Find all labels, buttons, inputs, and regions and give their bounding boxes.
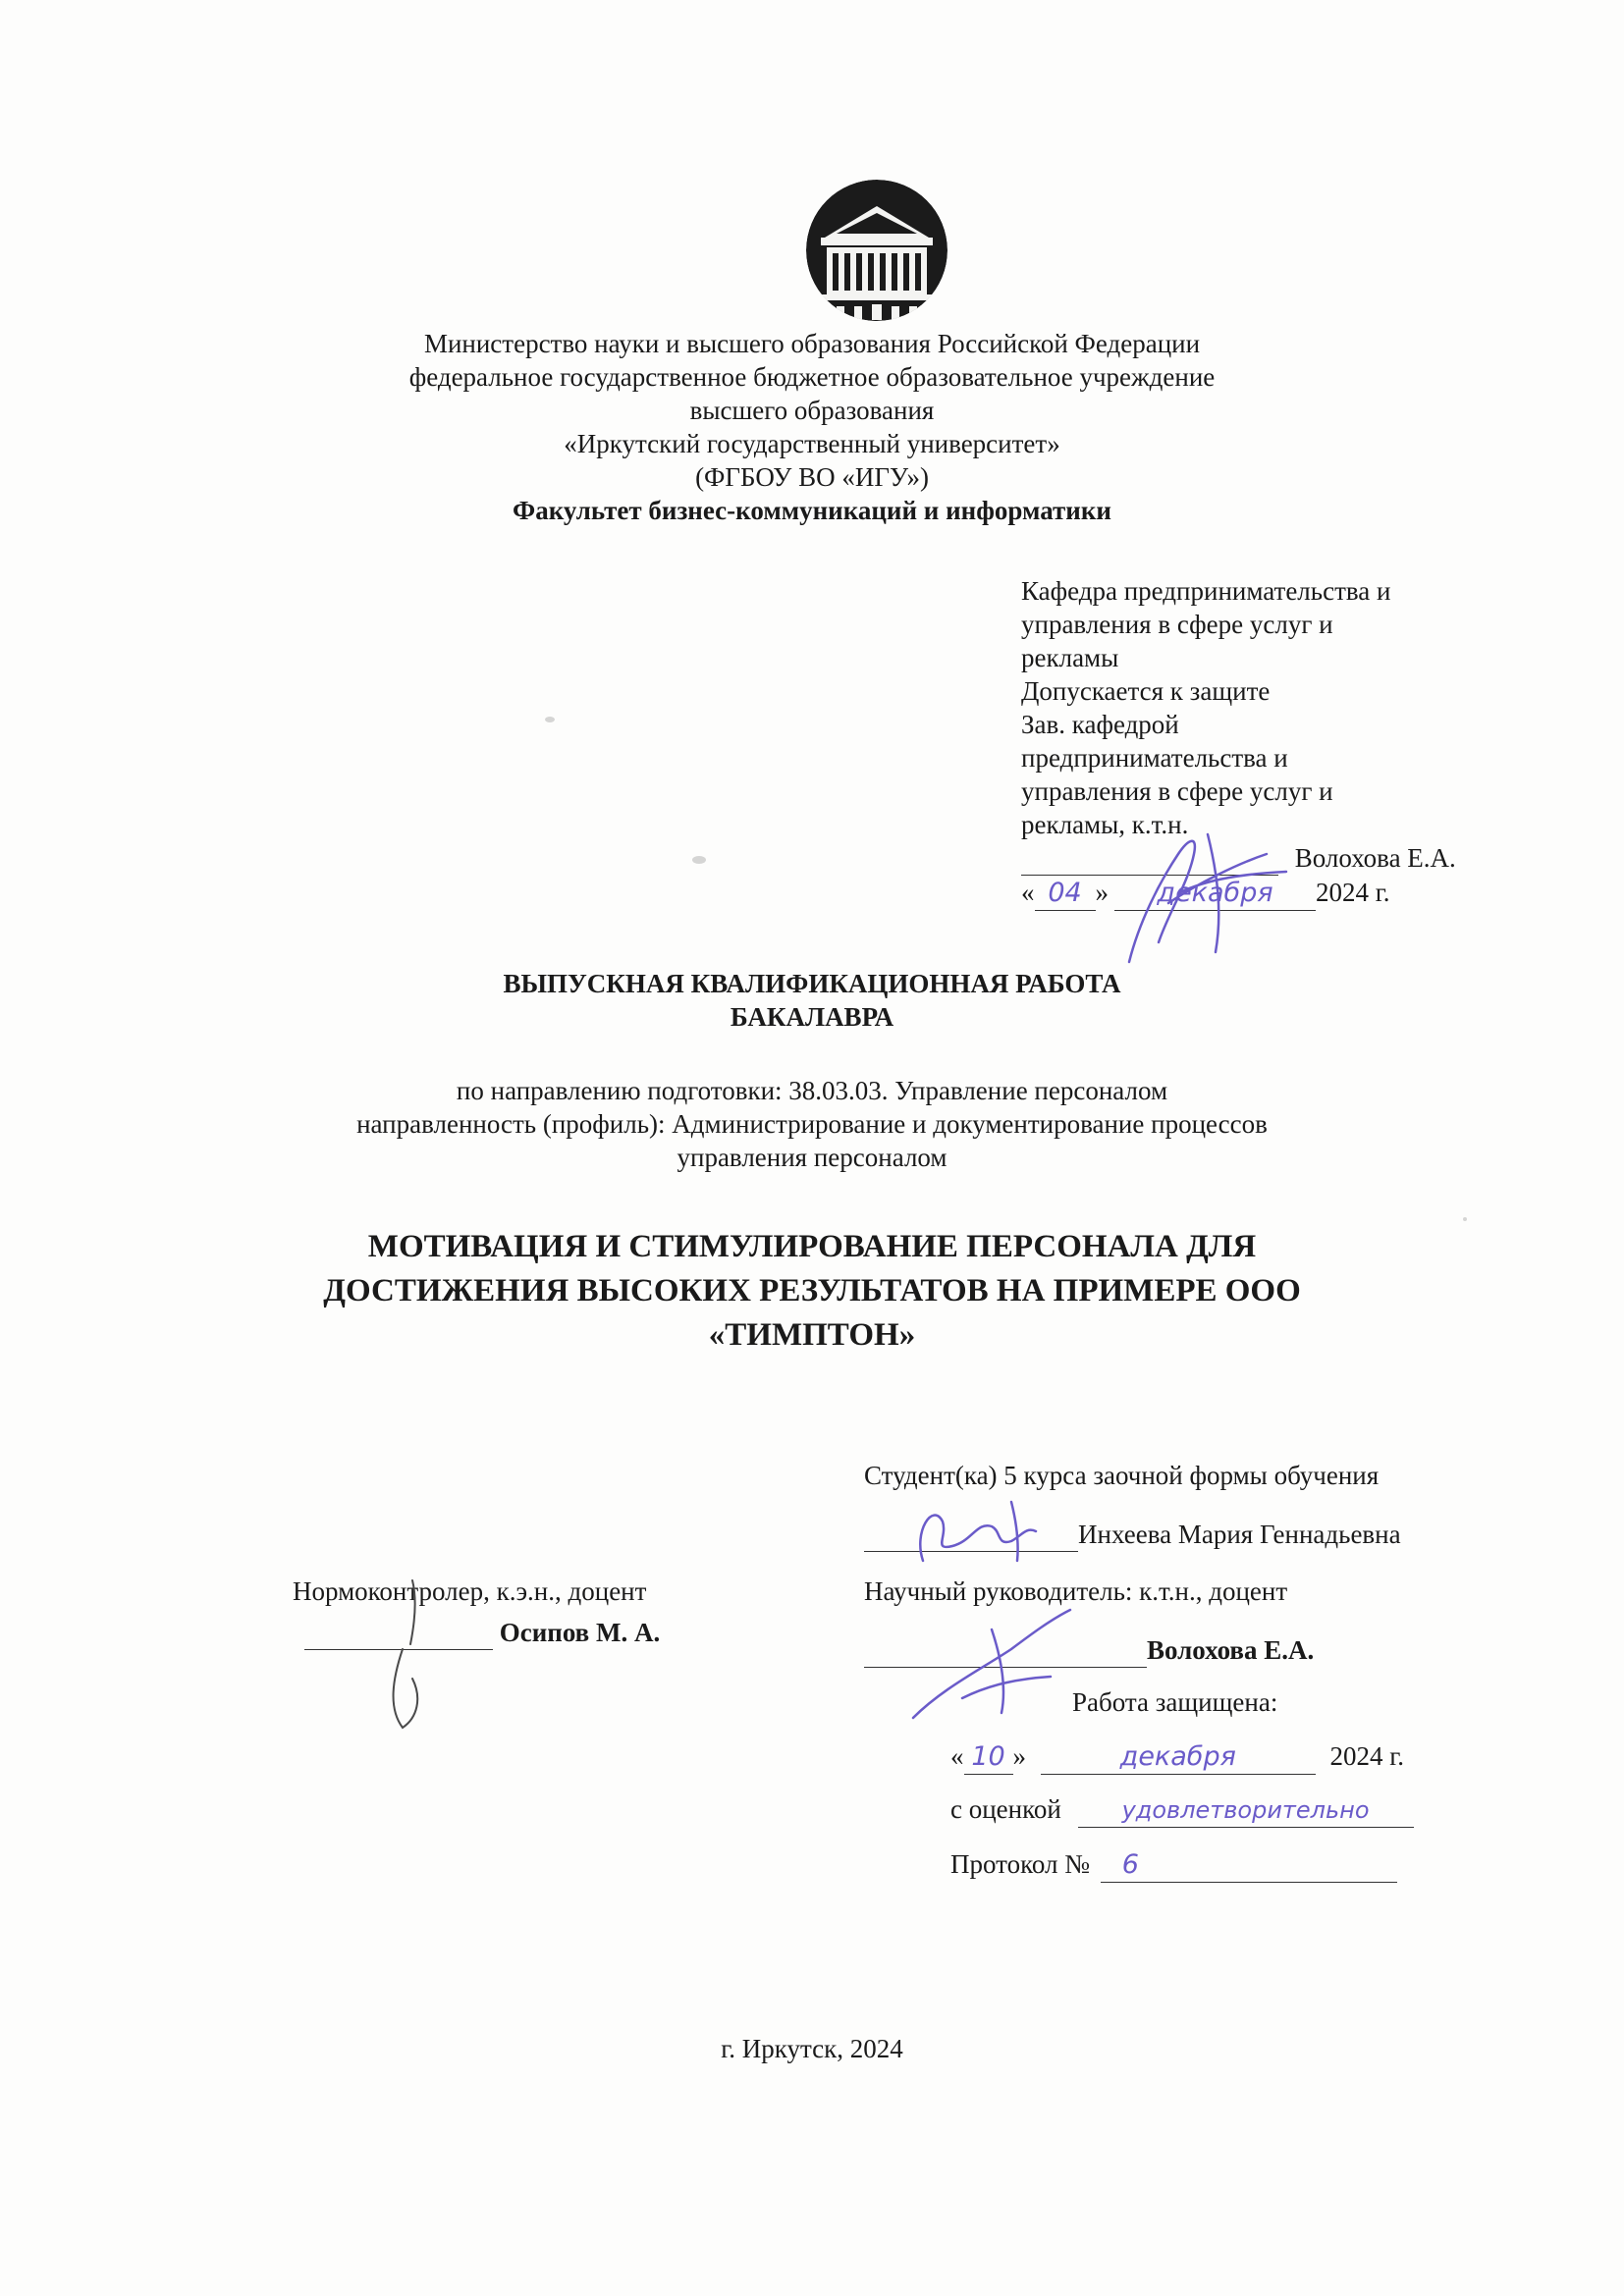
approval-month: декабря	[1157, 878, 1273, 908]
faculty-name: Факультет бизнес-коммуникаций и информатики	[513, 496, 1111, 525]
approval-month-blank	[1114, 876, 1316, 911]
student-name: Инхеева Мария Геннадьевна	[1078, 1520, 1401, 1549]
direction-line-3: управления персоналом	[677, 1143, 947, 1172]
approval-quote-close: »	[1095, 878, 1109, 907]
work-type-block	[0, 967, 1624, 1034]
approval-day: 04	[1048, 878, 1082, 908]
grade-row	[950, 1792, 1414, 1828]
head-line-4: рекламы, к.т.н.	[1021, 810, 1189, 839]
defense-month: декабря	[1119, 1741, 1236, 1772]
head-signature-blank	[1021, 841, 1278, 876]
supervisor-name: Волохова Е.А.	[1147, 1635, 1315, 1665]
scan-speck	[1463, 1217, 1467, 1221]
protocol-label: Протокол №	[950, 1849, 1090, 1879]
defense-date-row	[950, 1739, 1404, 1775]
department-line-3: рекламы	[1021, 643, 1119, 672]
defense-day-blank	[964, 1739, 1013, 1775]
protocol-number: 6	[1121, 1849, 1139, 1880]
defense-year: 2024 г.	[1329, 1741, 1405, 1771]
department-line-1: Кафедра предпринимательства и	[1021, 576, 1391, 606]
head-name: Волохова Е.А.	[1294, 843, 1456, 873]
direction-line-2: направленность (профиль): Администрирование и документирование процессов	[356, 1109, 1268, 1139]
head-line-1: Зав. кафедрой	[1021, 710, 1179, 739]
grade-label: с оценкой	[950, 1794, 1061, 1824]
head-line-3: управления в сфере услуг и	[1021, 776, 1333, 806]
work-type-line-1: ВЫПУСКНАЯ КВАЛИФИКАЦИОННАЯ РАБОТА	[503, 969, 1121, 998]
approval-quote-open: «	[1021, 878, 1035, 907]
normcontrol-name: Осипов М. А.	[499, 1618, 661, 1647]
protocol-row	[950, 1847, 1397, 1883]
approval-date-row	[1021, 876, 1532, 911]
defense-quote-close: »	[1012, 1741, 1026, 1771]
footer-block	[0, 2032, 1624, 2065]
direction-line-1: по направлению подготовки: 38.03.03. Управление персоналом	[456, 1076, 1168, 1105]
protocol-blank	[1101, 1847, 1397, 1883]
work-type-line-2: БАКАЛАВРА	[730, 1002, 894, 1032]
approval-year: 2024 г.	[1316, 878, 1390, 907]
supervisor-signature-blank	[864, 1633, 1147, 1668]
university-abbr: (ФГБОУ ВО «ИГУ»)	[695, 462, 929, 492]
normcontrol-signature-blank	[304, 1616, 493, 1650]
thesis-title-block	[0, 1225, 1624, 1358]
admitted-label: Допускается к защите	[1021, 676, 1271, 706]
approval-block	[1021, 574, 1532, 911]
defense-day: 10	[971, 1741, 1005, 1772]
normcontrol-signature-row	[304, 1616, 660, 1650]
ministry-line: Министерство науки и высшего образования Российской Федерации	[423, 329, 1201, 358]
scan-speck	[545, 717, 555, 722]
student-signature-row	[864, 1518, 1401, 1552]
thesis-title-line-2: ДОСТИЖЕНИЯ ВЫСОКИХ РЕЗУЛЬТАТОВ НА ПРИМЕРЕ ООО	[323, 1273, 1301, 1308]
defense-month-blank	[1041, 1739, 1316, 1775]
header-block	[0, 327, 1624, 527]
institution-line-1: федеральное государственное бюджетное образовательное учреждение	[408, 362, 1216, 392]
thesis-title-line-3: «ТИМПТОН»	[708, 1317, 916, 1353]
supervisor-label: Научный руководитель: к.т.н., доцент	[864, 1576, 1288, 1606]
institution-line-2: высшего образования	[689, 396, 935, 425]
department-line-2: управления в сфере услуг и	[1021, 610, 1333, 639]
university-logo-icon	[797, 177, 956, 324]
direction-block	[0, 1074, 1624, 1174]
head-line-2: предпринимательства и	[1021, 743, 1288, 773]
approval-day-blank	[1035, 876, 1096, 911]
student-signature-blank	[864, 1518, 1078, 1552]
student-label: Студент(ка) 5 курса заочной формы обучения	[864, 1461, 1380, 1490]
defense-quote-open: «	[950, 1741, 964, 1771]
head-signature-row	[1021, 841, 1532, 876]
scan-speck	[692, 856, 706, 864]
thesis-title-line-1: МОТИВАЦИЯ И СТИМУЛИРОВАНИЕ ПЕРСОНАЛА ДЛЯ	[367, 1229, 1257, 1264]
grade-value: удовлетворительно	[1121, 1796, 1370, 1824]
normcontrol-label: Нормоконтролер, к.э.н., доцент	[293, 1576, 647, 1606]
university-name: «Иркутский государственный университет»	[564, 429, 1060, 458]
grade-blank	[1078, 1792, 1414, 1828]
supervisor-signature-row	[864, 1633, 1314, 1668]
city-year: г. Иркутск, 2024	[721, 2034, 903, 2063]
defense-label: Работа защищена:	[1072, 1687, 1278, 1717]
